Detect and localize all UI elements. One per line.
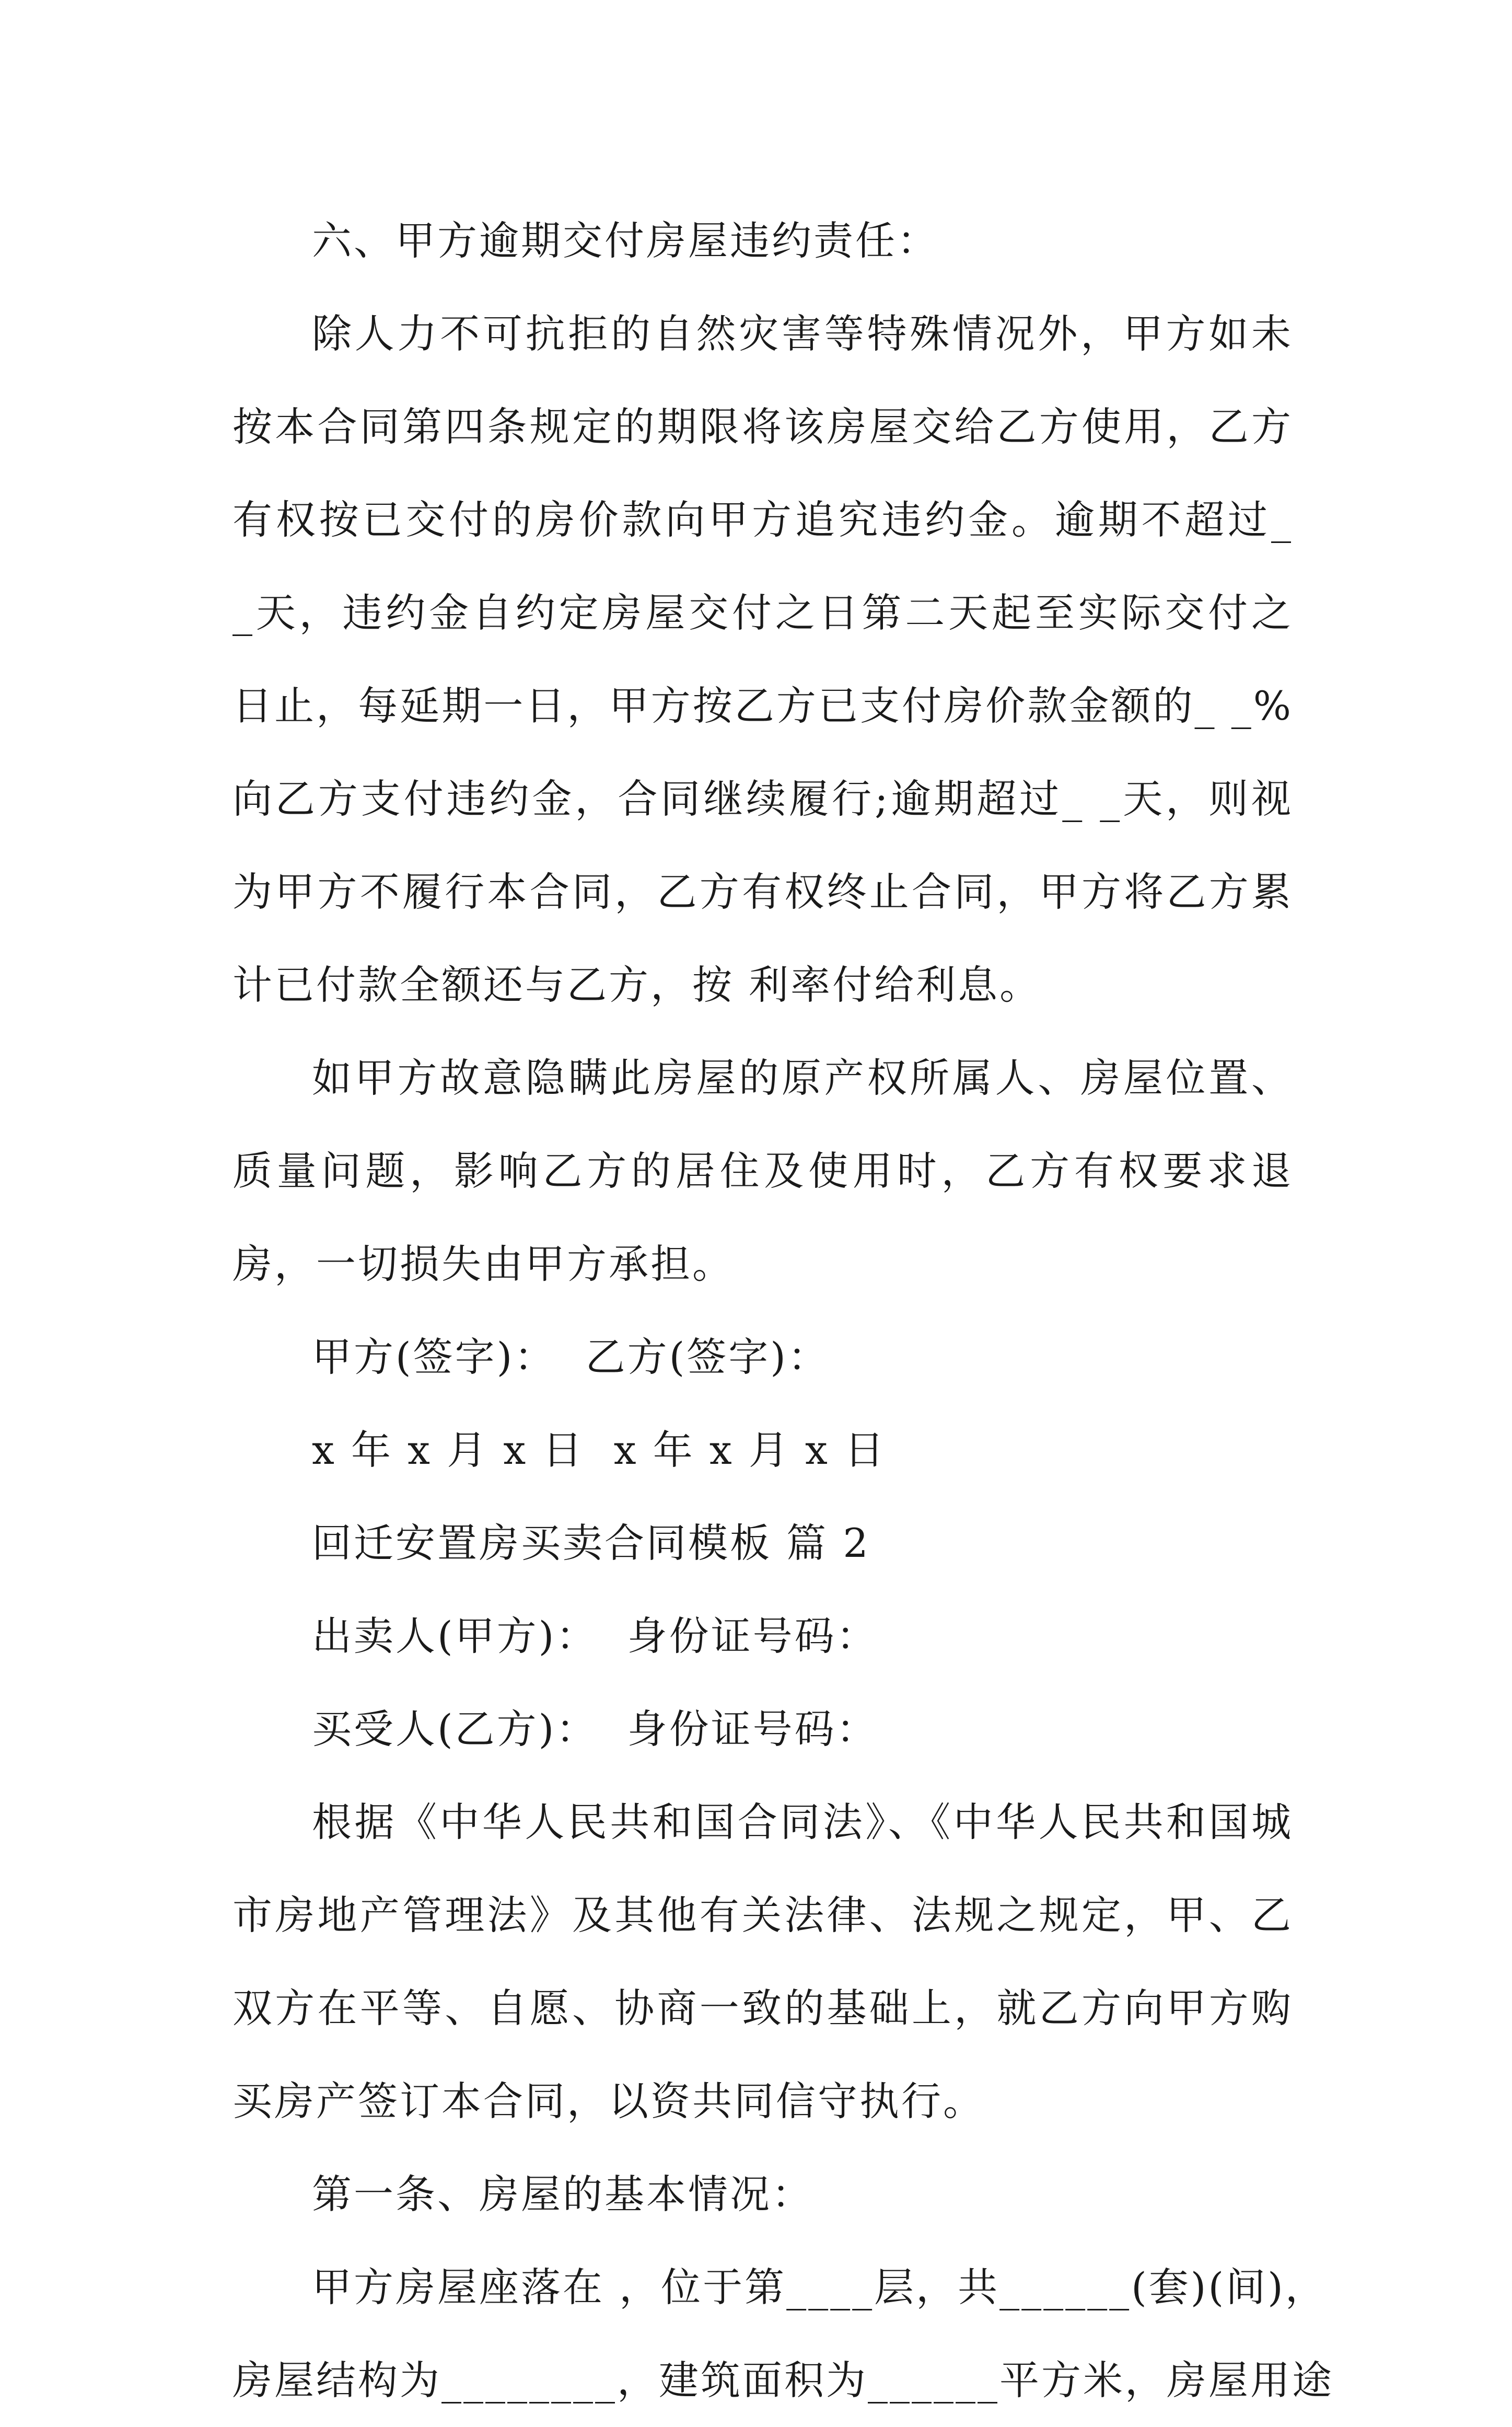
document-body (232, 194, 1334, 2427)
signature-line: 甲方(签字)： 乙方(签字)： (312, 1334, 830, 1380)
article-one-heading: 第一条、房屋的基本情况： (312, 2171, 813, 2217)
seller-line: 出卖人(甲方)： 身份证号码： (312, 1613, 878, 1659)
date-line: x 年 x 月 x 日 x 年 x 月 x 日 (312, 1427, 887, 1473)
section-six-heading: 六、甲方逾期交付房屋违约责任： (312, 217, 939, 264)
article-one-line-2: 房屋结构为________，建筑面积为______平方米，房屋用途 (232, 2357, 1334, 2403)
section-six-paragraph-1: 除人力不可抗拒的自然灾害等特殊情况外，甲方如未按本合同第四条规定的期限将该房屋交给乙方使用，乙方有权按已交付的房价款向甲方追究违约金。逾期不超过_ _天，违约金自约定房屋交付之日第二天起至实际交付之日止，每延期一日，甲方按乙方已支付房价款金额的_ _%向乙方支付违约金，合同继续履行;逾期超过_ _天，则视为甲方不履行本合同，乙方有权终止合同，甲方将乙方累计已付款全额还与乙方，按 利率付给利息。 (232, 310, 1308, 1008)
article-one-line-1: 甲方房屋座落在 ，位于第____层，共______(套)(间)， (312, 2264, 1327, 2310)
preamble-paragraph: 根据《中华人民共和国合同法》、《中华人民共和国城市房地产管理法》及其他有关法律、法规之规定，甲、乙双方在平等、自愿、协商一致的基础上，就乙方向甲方购买房产签订本合同，以资共同信守执行。 (232, 1799, 1293, 2124)
template-title: 回迁安置房买卖合同模板 篇 2 (312, 1520, 870, 1566)
buyer-line: 买受人(乙方)： 身份证号码： (312, 1706, 878, 1752)
section-six-paragraph-2: 如甲方故意隐瞒此房屋的原产权所属人、房屋位置、质量问题，影响乙方的居住及使用时，乙方有权要求退房，一切损失由甲方承担。 (232, 1055, 1293, 1287)
